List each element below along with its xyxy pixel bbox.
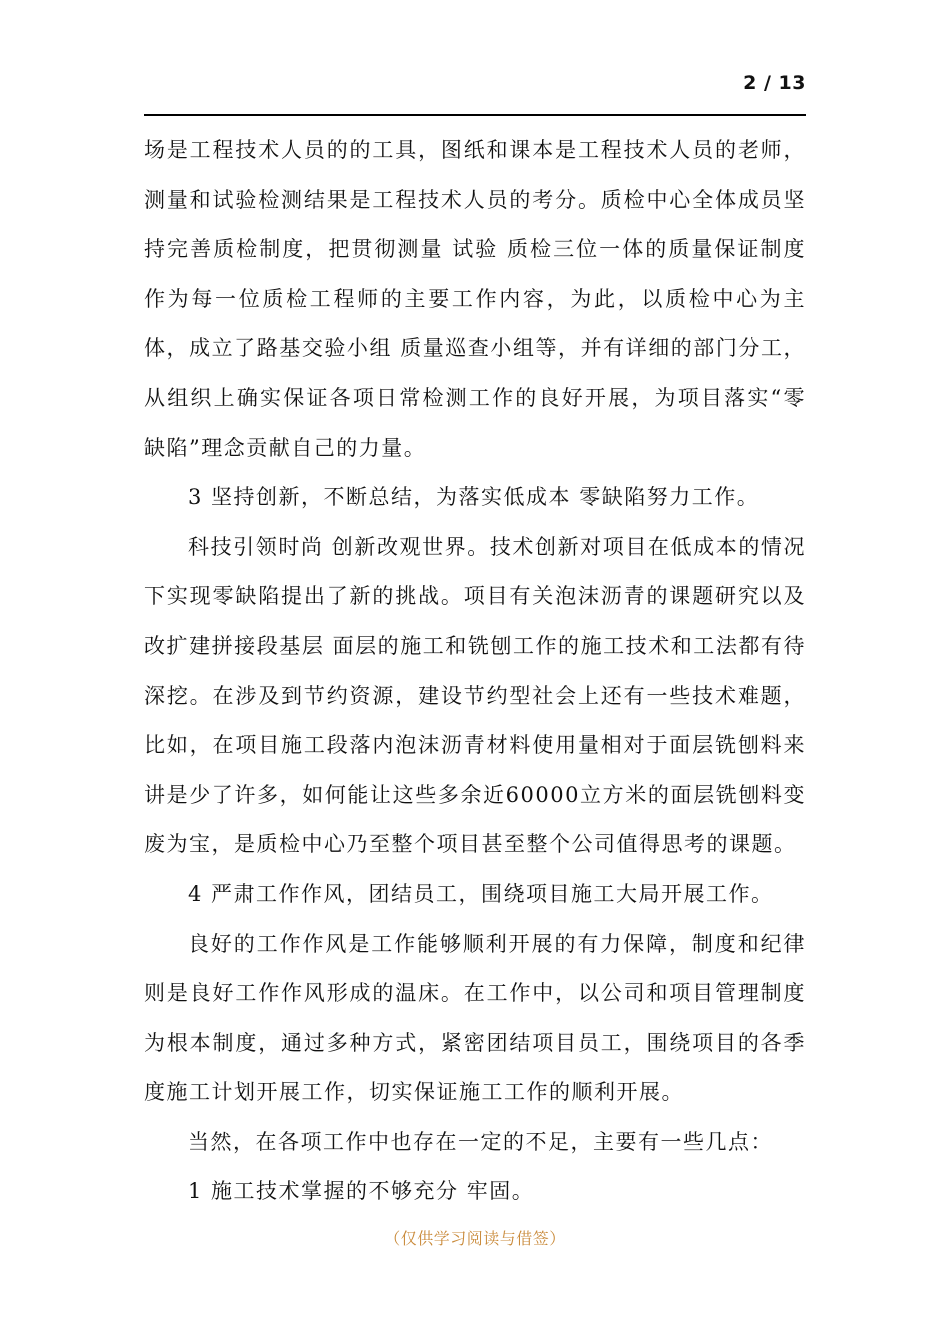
footer-note: （仅供学习阅读与借签） [384, 1229, 566, 1248]
body-paragraph: 良好的工作作风是工作能够顺利开展的有力保障，制度和纪律则是良好工作作风形成的温床。在工作中，以公司和项目管理制度为根本制度，通过多种方式，紧密团结项目员工，围绕项目的各季度施工计划开展工作，切实保证施工工作的顺利开展。 [144, 931, 806, 1105]
list-item: 1 施工技术掌握的不够充分 牢固。 [188, 1179, 535, 1204]
section-heading: 3 坚持创新，不断总结，为落实低成本 零缺陷努力工作。 [188, 485, 760, 510]
body-paragraph: 场是工程技术人员的的工具，图纸和课本是工程技术人员的老师，测量和试验检测结果是工程技术人员的考分。质检中心全体成员坚持完善质检制度，把贯彻测量 试验 质检三位一体的质量保证制度作为每一位质检工程师的主要工作内容，为此，以质检中心为主体，成立了路基交验小组 质量巡查小组等，并有详细的部门分工，从组织上确实保证各项日常检测工作的良好开展，为项目落实“零缺陷”理念贡献自己的力量。 [144, 138, 806, 460]
page-number: 2 / 13 [743, 72, 806, 94]
header-divider [144, 114, 806, 116]
body-paragraph: 当然，在各项工作中也存在一定的不足，主要有一些几点： [188, 1129, 773, 1154]
document-body [144, 126, 806, 1217]
section-heading: 4 严肃工作作风，团结员工，围绕项目施工大局开展工作。 [188, 881, 774, 906]
body-paragraph: 科技引领时尚 创新改观世界。技术创新对项目在低成本的情况下实现零缺陷提出了新的挑战。项目有关泡沫沥青的课题研究以及改扩建拼接段基层 面层的施工和铣刨工作的施工技术和工法都有待深挖。在涉及到节约资源，建设节约型社会上还有一些技术难题，比如，在项目施工段落内泡沫沥青材料使用量相对于面层铣刨料来讲是少了许多，如何能让这些多余近60000立方米的面层铣刨料变废为宝，是质检中心乃至整个项目甚至整个公司值得思考的课题。 [144, 534, 806, 857]
